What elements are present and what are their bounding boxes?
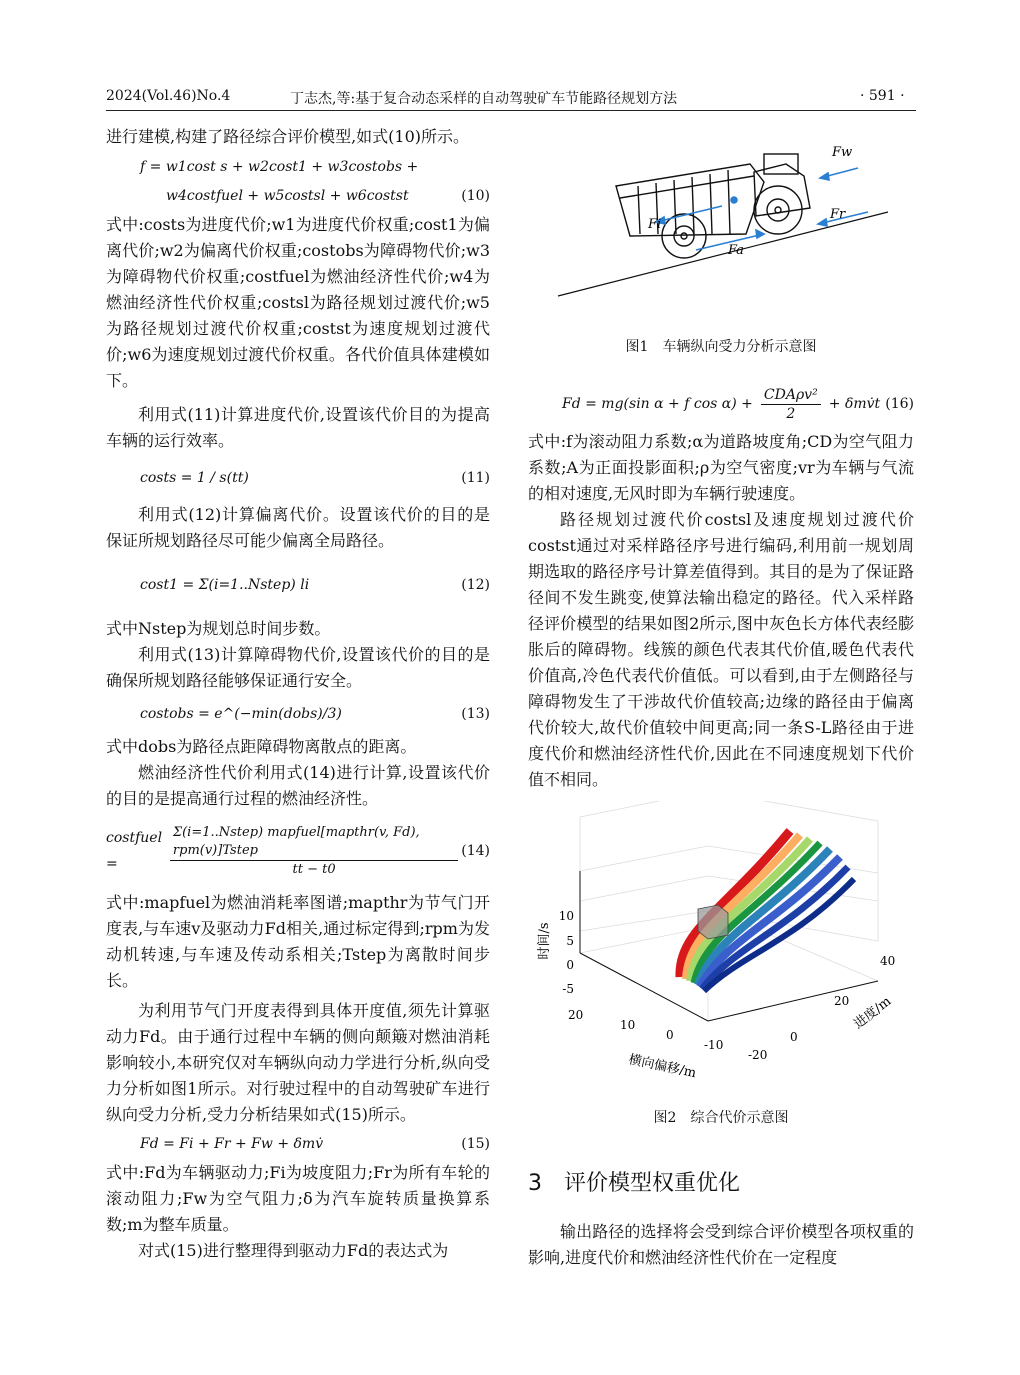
header-center: 丁志杰,等:基于复合动态采样的自动驾驶矿车节能路径规划方法 <box>290 91 678 107</box>
equation-14 <box>106 815 490 887</box>
x-tick: 0 <box>666 1028 674 1042</box>
equation-10-line1: f = w1cost s + w2cost1 + w3costobs + <box>140 159 419 175</box>
header-rule <box>106 110 916 111</box>
x-tick: 10 <box>620 1018 636 1032</box>
z-tick: 5 <box>566 934 574 948</box>
x-axis-ticks <box>568 1008 767 1062</box>
equation-16-lhs: Fd = mg(sin α + f cos α) + <box>562 396 753 412</box>
truck-icon <box>616 154 810 258</box>
x-tick: 20 <box>568 1008 584 1022</box>
equation-14-numerator: Σ(i=1..Nstep) mapfuel[mapthr(v, Fd), rpm(v)]Tstep <box>170 824 458 861</box>
paragraph: 式中dobs为路径点距障碍物离散点的距离。 <box>106 737 417 756</box>
figure-2-cost-plot <box>528 801 914 1091</box>
z-axis-label: 时间/s <box>537 922 552 960</box>
equation-10-body: w4costfuel + w5costsl + w6costst <box>166 188 409 204</box>
paragraph: 利用式(12)计算偏离代价。设置该代价的目的是保证所规划路径尽可能少偏离全局路径。 <box>106 505 490 550</box>
equation-13-body: costobs = e^(−min(dobs)/3) <box>140 706 342 722</box>
z-tick: 10 <box>558 909 574 923</box>
y-tick: 20 <box>834 994 850 1008</box>
equation-11 <box>106 457 490 499</box>
z-tick: 0 <box>566 958 574 972</box>
equation-12 <box>106 557 490 613</box>
paragraph: 对式(15)进行整理得到驱动力Fd的表达式为 <box>138 1241 449 1260</box>
figure-1-truck-diagram <box>528 124 914 314</box>
paragraph: 式中:f为滚动阻力系数;α为道路坡度角;CD为空气阻力系数;A为正面投影面积;ρ为空气密度;vr为车辆与气流的相对速度,无风时即为车辆行驶速度。 <box>528 432 914 503</box>
equation-10-line2 <box>106 183 490 209</box>
y-axis-label: 进度/m <box>851 994 895 1033</box>
equation-11-number: (11) <box>461 470 490 486</box>
paragraph: 式中:mapfuel为燃油消耗率图谱;mapthr为节气门开度表,与车速v及驱动力Fd相关,通过标定得到;rpm为发动机转速,与车速及传动系相关;Tstep为离散时间步长。 <box>106 893 490 990</box>
x-tick: -10 <box>704 1038 724 1052</box>
paragraph: 式中Nstep为规划总时间步数。 <box>106 619 331 638</box>
z-axis-ticks <box>559 909 574 996</box>
paragraph: 燃油经济性代价利用式(14)进行计算,设置该代价的目的是提高通行过程的燃油经济性。 <box>106 763 490 808</box>
paragraph: 输出路径的选择将会受到综合评价模型各项权重的影响,进度代价和燃油经济性代价在一定程度 <box>528 1222 914 1267</box>
equation-16-denominator: 2 <box>786 405 796 422</box>
equation-14-number: (14) <box>461 843 490 859</box>
equation-13 <box>106 697 490 731</box>
x-axis-label: 横向偏移/m <box>627 1052 698 1082</box>
paragraph: 式中:costs为进度代价;w1为进度代价权重;cost1为偏离代价;w2为偏离代价权重;costobs为障碍物代价;w3为障碍物代价权重;costfuel为燃油经济性代价;w4为燃油经济性代价权重;costsl为路径规划过渡代价;w5为路径规划过渡代价权重;costst为速度规划过渡代价;w6为速度规划过渡代价权重。各代价值具体建模如下。 <box>106 215 490 390</box>
equation-12-body: cost1 = Σ(i=1..Nstep) li <box>140 577 310 593</box>
equation-13-number: (13) <box>461 706 490 722</box>
equation-15-number: (15) <box>461 1136 490 1152</box>
y-tick: 0 <box>790 1030 798 1044</box>
equation-12-number: (12) <box>461 577 490 593</box>
label-fi: Fi <box>648 217 662 232</box>
figure-2-caption: 图2 综合代价示意图 <box>653 1110 789 1126</box>
equation-11-body: costs = 1 / s(tt) <box>140 470 249 486</box>
paragraph: 进行建模,构建了路径综合评价模型,如式(10)所示。 <box>106 127 470 146</box>
equation-16-numerator: CDAρv² <box>761 386 821 405</box>
x-tick: -20 <box>748 1048 768 1062</box>
equation-15 <box>106 1131 490 1157</box>
equation-14-lhs: costfuel = <box>106 830 163 872</box>
header-right: · 591 · <box>860 88 905 104</box>
figure-1-caption: 图1 车辆纵向受力分析示意图 <box>625 339 817 355</box>
paragraph: 为利用节气门开度表得到具体开度值,须先计算驱动力Fd。由于通行过程中车辆的侧向颠簸对燃油消耗影响较小,本研究仅对车辆纵向动力学进行分析,纵向受力分析如图1所示。对行驶过程中的自动驾驶矿车进行纵向受力分析,受力分析结果如式(15)所示。 <box>106 1001 490 1124</box>
header-left: 2024(Vol.46)No.4 <box>106 88 231 104</box>
paragraph: 路径规划过渡代价costsl及速度规划过渡代价costst通过对采样路径序号进行编码,利用前一规划周期选取的路径序号计算差值得到。其目的是为了保证路径间不发生跳变,使算法输出稳定的路径。代入采样路径评价模型的结果如图2所示,图中灰色长方体代表经膨胀后的障碍物。线簇的颜色代表其代价值,暖色代表代价值高,冷色代表代价值低。可以看到,由于左侧路径与障碍物发生了干涉故代价值较高;边缘的路径由于偏离代价较大,故代价值较中间更高;同一条S-L路径由于进度代价和燃油经济性代价,因此在不同速度规划下代价值不相同。 <box>528 510 914 789</box>
equation-10-number: (10) <box>461 188 490 204</box>
obstacle-box <box>698 905 728 939</box>
label-fa: Fa <box>728 243 744 258</box>
paragraph: 利用式(11)计算进度代价,设置该代价目的为提高车辆的运行效率。 <box>106 405 490 450</box>
equation-16-number: (16) <box>885 396 914 412</box>
paragraph: 利用式(13)计算障碍物代价,设置该代价的目的是确保所规划路径能够保证通行安全。 <box>106 645 490 690</box>
y-tick: 40 <box>880 954 896 968</box>
z-tick: -5 <box>562 982 574 996</box>
equation-15-body: Fd = Fi + Fr + Fw + δmv̇ <box>140 1136 324 1152</box>
label-fr: Fr <box>830 207 846 222</box>
equation-14-denominator: tt − t0 <box>292 861 336 877</box>
right-column <box>528 124 914 1271</box>
equation-16-tail: + δmv̇t <box>828 396 881 412</box>
section-heading: 3 评价模型权重优化 <box>528 1171 740 1196</box>
left-column <box>106 124 490 1264</box>
paragraph: 式中:Fd为车辆驱动力;Fi为坡度阻力;Fr为所有车轮的滚动阻力;Fw为空气阻力;δ为汽车旋转质量换算系数;m为整车质量。 <box>106 1163 490 1234</box>
equation-16 <box>528 382 914 426</box>
label-fw: Fw <box>832 145 853 160</box>
